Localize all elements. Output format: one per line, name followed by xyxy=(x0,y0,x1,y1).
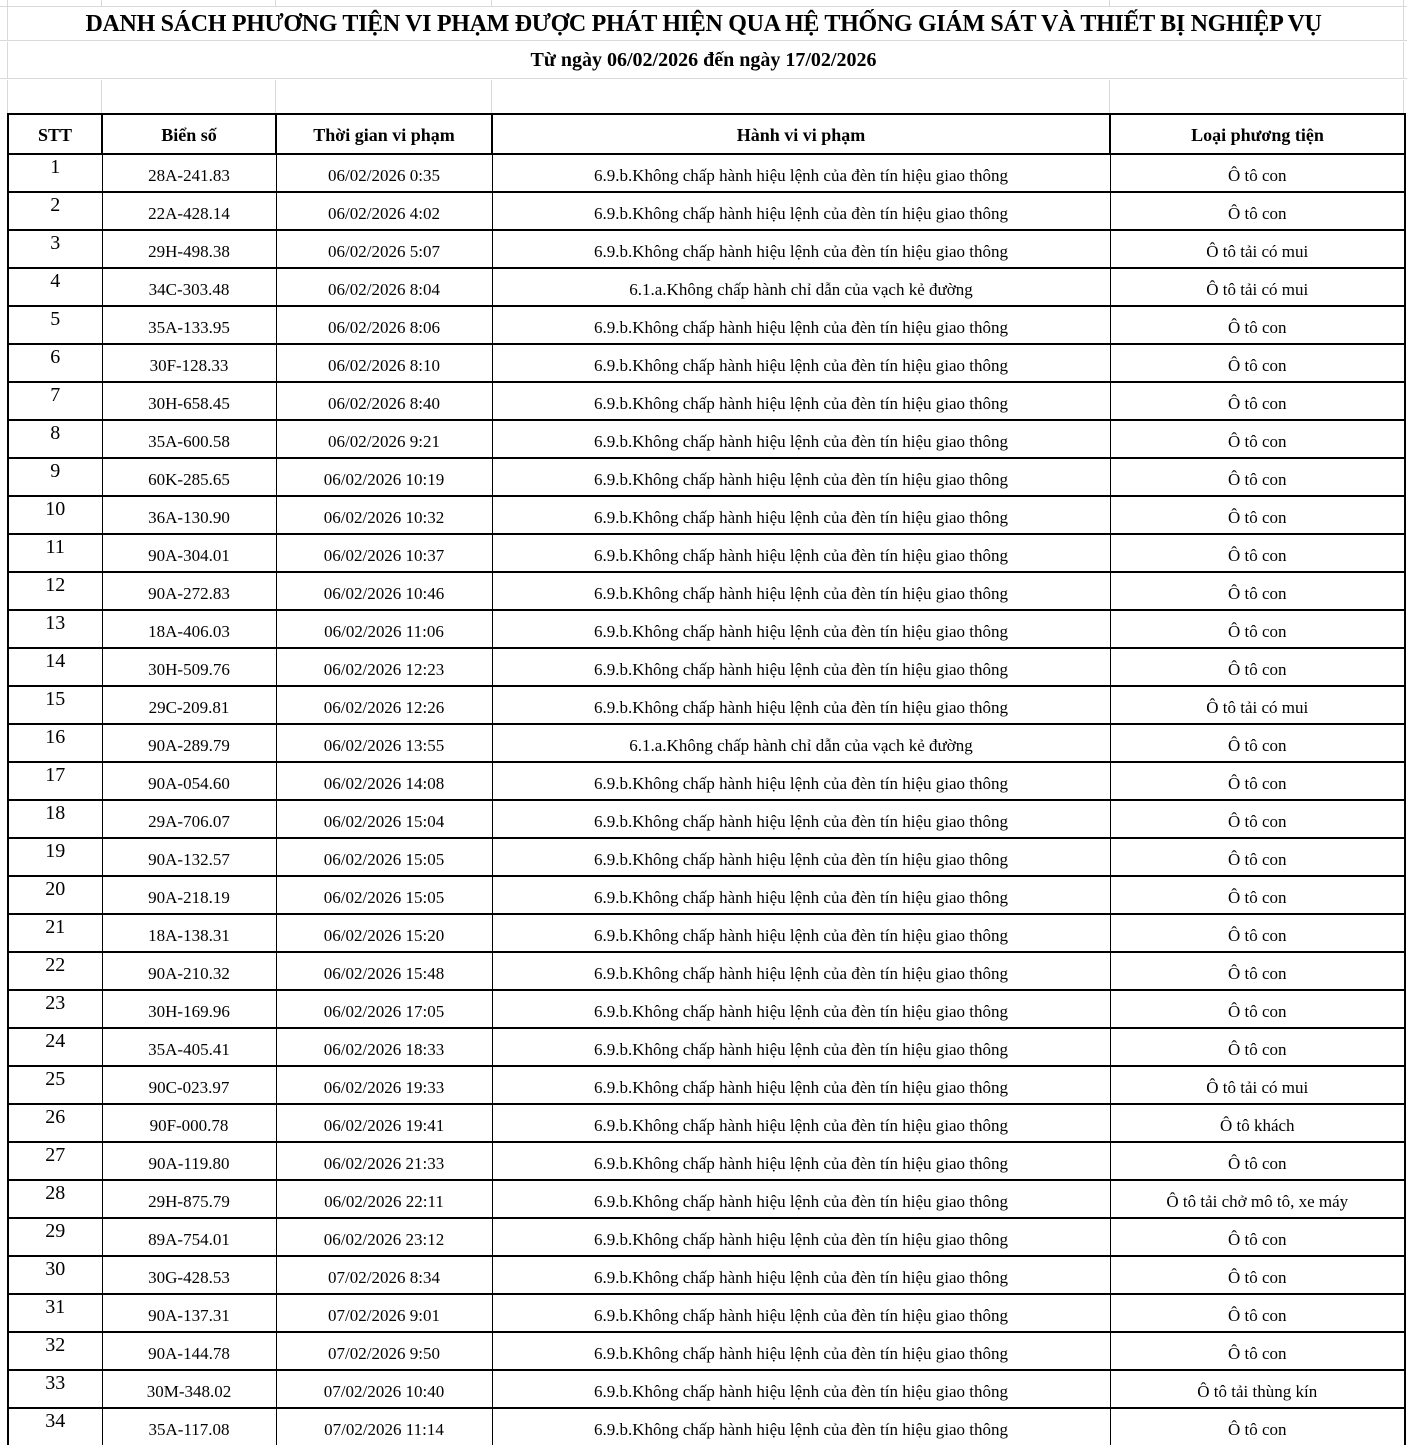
table-row xyxy=(8,1104,1405,1142)
time-cell: 06/02/2026 9:21 xyxy=(276,420,492,458)
gridline xyxy=(275,0,276,6)
table-row xyxy=(8,1294,1405,1332)
header-stt: STT xyxy=(8,114,102,154)
header-violation: Hành vi vi phạm xyxy=(492,114,1110,154)
blank-row xyxy=(0,80,1407,113)
time-cell: 07/02/2026 8:34 xyxy=(276,1256,492,1294)
plate-cell: 90A-144.78 xyxy=(102,1332,276,1370)
violation-cell: 6.9.b.Không chấp hành hiệu lệnh của đèn tín hiệu giao thông xyxy=(492,1370,1110,1408)
table-row xyxy=(8,762,1405,800)
plate-cell: 35A-133.95 xyxy=(102,306,276,344)
vehicle-type-cell: Ô tô con xyxy=(1110,192,1405,230)
table-row xyxy=(8,876,1405,914)
violation-cell: 6.9.b.Không chấp hành hiệu lệnh của đèn tín hiệu giao thông xyxy=(492,610,1110,648)
vehicle-type-cell: Ô tô con xyxy=(1110,800,1405,838)
violation-cell: 6.9.b.Không chấp hành hiệu lệnh của đèn tín hiệu giao thông xyxy=(492,1294,1110,1332)
table-row xyxy=(8,1066,1405,1104)
subtitle-band xyxy=(0,42,1407,79)
plate-cell: 60K-285.65 xyxy=(102,458,276,496)
plate-cell: 90C-023.97 xyxy=(102,1066,276,1104)
vehicle-type-cell: Ô tô con xyxy=(1110,458,1405,496)
table-row xyxy=(8,572,1405,610)
stt-cell: 17 xyxy=(8,762,102,800)
vehicle-type-cell: Ô tô con xyxy=(1110,382,1405,420)
violation-cell: 6.9.b.Không chấp hành hiệu lệnh của đèn tín hiệu giao thông xyxy=(492,1332,1110,1370)
stt-cell: 7 xyxy=(8,382,102,420)
stt-cell: 32 xyxy=(8,1332,102,1370)
time-cell: 06/02/2026 17:05 xyxy=(276,990,492,1028)
vehicle-type-cell: Ô tô tải có mui xyxy=(1110,1066,1405,1104)
violation-cell: 6.9.b.Không chấp hành hiệu lệnh của đèn tín hiệu giao thông xyxy=(492,572,1110,610)
stt-cell: 20 xyxy=(8,876,102,914)
title-band xyxy=(0,7,1407,41)
plate-cell: 18A-406.03 xyxy=(102,610,276,648)
time-cell: 06/02/2026 8:04 xyxy=(276,268,492,306)
time-cell: 06/02/2026 22:11 xyxy=(276,1180,492,1218)
vehicle-type-cell: Ô tô con xyxy=(1110,154,1405,192)
header-vehicle-type: Loại phương tiện xyxy=(1110,114,1405,154)
vehicle-type-cell: Ô tô con xyxy=(1110,420,1405,458)
stt-cell: 4 xyxy=(8,268,102,306)
violation-cell: 6.9.b.Không chấp hành hiệu lệnh của đèn tín hiệu giao thông xyxy=(492,876,1110,914)
violation-cell: 6.9.b.Không chấp hành hiệu lệnh của đèn tín hiệu giao thông xyxy=(492,1256,1110,1294)
time-cell: 06/02/2026 10:37 xyxy=(276,534,492,572)
stt-cell: 2 xyxy=(8,192,102,230)
time-cell: 06/02/2026 5:07 xyxy=(276,230,492,268)
stt-cell: 25 xyxy=(8,1066,102,1104)
vehicle-type-cell: Ô tô con xyxy=(1110,990,1405,1028)
gridline xyxy=(7,7,8,40)
gridline-strip-top xyxy=(0,0,1407,7)
gridline xyxy=(1403,7,1404,40)
gridline xyxy=(1403,42,1404,78)
time-cell: 06/02/2026 13:55 xyxy=(276,724,492,762)
time-cell: 06/02/2026 10:32 xyxy=(276,496,492,534)
stt-cell: 18 xyxy=(8,800,102,838)
gridline xyxy=(1403,0,1404,6)
plate-cell: 30H-509.76 xyxy=(102,648,276,686)
time-cell: 06/02/2026 12:26 xyxy=(276,686,492,724)
plate-cell: 90A-210.32 xyxy=(102,952,276,990)
plate-cell: 30M-348.02 xyxy=(102,1370,276,1408)
time-cell: 06/02/2026 15:20 xyxy=(276,914,492,952)
stt-cell: 28 xyxy=(8,1180,102,1218)
vehicle-type-cell: Ô tô con xyxy=(1110,952,1405,990)
stt-cell: 33 xyxy=(8,1370,102,1408)
stt-cell: 6 xyxy=(8,344,102,382)
violation-cell: 6.9.b.Không chấp hành hiệu lệnh của đèn tín hiệu giao thông xyxy=(492,534,1110,572)
table-row xyxy=(8,306,1405,344)
plate-cell: 30F-128.33 xyxy=(102,344,276,382)
violation-cell: 6.9.b.Không chấp hành hiệu lệnh của đèn tín hiệu giao thông xyxy=(492,762,1110,800)
table-row xyxy=(8,192,1405,230)
violation-cell: 6.9.b.Không chấp hành hiệu lệnh của đèn tín hiệu giao thông xyxy=(492,990,1110,1028)
vehicle-type-cell: Ô tô con xyxy=(1110,1142,1405,1180)
violation-cell: 6.9.b.Không chấp hành hiệu lệnh của đèn tín hiệu giao thông xyxy=(492,1180,1110,1218)
vehicle-type-cell: Ô tô tải có mui xyxy=(1110,686,1405,724)
time-cell: 06/02/2026 19:33 xyxy=(276,1066,492,1104)
time-cell: 06/02/2026 15:04 xyxy=(276,800,492,838)
vehicle-type-cell: Ô tô con xyxy=(1110,762,1405,800)
table-row xyxy=(8,838,1405,876)
table-row xyxy=(8,1142,1405,1180)
violations-table xyxy=(7,113,1406,1445)
violation-cell: 6.9.b.Không chấp hành hiệu lệnh của đèn tín hiệu giao thông xyxy=(492,344,1110,382)
plate-cell: 29A-706.07 xyxy=(102,800,276,838)
table-row xyxy=(8,534,1405,572)
vehicle-type-cell: Ô tô con xyxy=(1110,876,1405,914)
table-row xyxy=(8,1180,1405,1218)
vehicle-type-cell: Ô tô con xyxy=(1110,1332,1405,1370)
vehicle-type-cell: Ô tô con xyxy=(1110,1028,1405,1066)
table-row xyxy=(8,686,1405,724)
stt-cell: 24 xyxy=(8,1028,102,1066)
stt-cell: 15 xyxy=(8,686,102,724)
time-cell: 06/02/2026 8:40 xyxy=(276,382,492,420)
plate-cell: 90A-218.19 xyxy=(102,876,276,914)
vehicle-type-cell: Ô tô con xyxy=(1110,1408,1405,1445)
time-cell: 07/02/2026 10:40 xyxy=(276,1370,492,1408)
violation-cell: 6.9.b.Không chấp hành hiệu lệnh của đèn tín hiệu giao thông xyxy=(492,192,1110,230)
vehicle-type-cell: Ô tô con xyxy=(1110,1218,1405,1256)
time-cell: 06/02/2026 0:35 xyxy=(276,154,492,192)
page-title: DANH SÁCH PHƯƠNG TIỆN VI PHẠM ĐƯỢC PHÁT HIỆN QUA HỆ THỐNG GIÁM SÁT VÀ THIẾT BỊ NGHIỆP VỤ xyxy=(85,11,1322,37)
stt-cell: 22 xyxy=(8,952,102,990)
plate-cell: 29C-209.81 xyxy=(102,686,276,724)
violation-cell: 6.9.b.Không chấp hành hiệu lệnh của đèn tín hiệu giao thông xyxy=(492,1142,1110,1180)
plate-cell: 30H-658.45 xyxy=(102,382,276,420)
violation-cell: 6.9.b.Không chấp hành hiệu lệnh của đèn tín hiệu giao thông xyxy=(492,458,1110,496)
violation-cell: 6.9.b.Không chấp hành hiệu lệnh của đèn tín hiệu giao thông xyxy=(492,1218,1110,1256)
plate-cell: 90A-132.57 xyxy=(102,838,276,876)
stt-cell: 5 xyxy=(8,306,102,344)
plate-cell: 35A-117.08 xyxy=(102,1408,276,1445)
table-body xyxy=(8,154,1405,1445)
table-row xyxy=(8,1256,1405,1294)
vehicle-type-cell: Ô tô tải thùng kín xyxy=(1110,1370,1405,1408)
table-row xyxy=(8,1028,1405,1066)
violation-cell: 6.1.a.Không chấp hành chỉ dẫn của vạch kẻ đường xyxy=(492,724,1110,762)
plate-cell: 30H-169.96 xyxy=(102,990,276,1028)
gridline xyxy=(7,42,8,78)
vehicle-type-cell: Ô tô con xyxy=(1110,914,1405,952)
table-row xyxy=(8,914,1405,952)
header-time: Thời gian vi phạm xyxy=(276,114,492,154)
plate-cell: 90A-289.79 xyxy=(102,724,276,762)
violation-cell: 6.9.b.Không chấp hành hiệu lệnh của đèn tín hiệu giao thông xyxy=(492,648,1110,686)
table-row xyxy=(8,648,1405,686)
plate-cell: 35A-405.41 xyxy=(102,1028,276,1066)
time-cell: 06/02/2026 15:48 xyxy=(276,952,492,990)
time-cell: 06/02/2026 8:06 xyxy=(276,306,492,344)
violation-cell: 6.9.b.Không chấp hành hiệu lệnh của đèn tín hiệu giao thông xyxy=(492,154,1110,192)
plate-cell: 90A-054.60 xyxy=(102,762,276,800)
vehicle-type-cell: Ô tô khách xyxy=(1110,1104,1405,1142)
table-row xyxy=(8,154,1405,192)
gridline xyxy=(491,80,492,113)
gridline xyxy=(101,80,102,113)
table-row xyxy=(8,800,1405,838)
table-header xyxy=(8,114,1405,154)
stt-cell: 13 xyxy=(8,610,102,648)
plate-cell: 90A-272.83 xyxy=(102,572,276,610)
stt-cell: 11 xyxy=(8,534,102,572)
plate-cell: 29H-875.79 xyxy=(102,1180,276,1218)
table-row xyxy=(8,458,1405,496)
time-cell: 06/02/2026 19:41 xyxy=(276,1104,492,1142)
violation-cell: 6.9.b.Không chấp hành hiệu lệnh của đèn tín hiệu giao thông xyxy=(492,230,1110,268)
vehicle-type-cell: Ô tô con xyxy=(1110,648,1405,686)
plate-cell: 89A-754.01 xyxy=(102,1218,276,1256)
stt-cell: 23 xyxy=(8,990,102,1028)
time-cell: 06/02/2026 15:05 xyxy=(276,876,492,914)
violation-cell: 6.9.b.Không chấp hành hiệu lệnh của đèn tín hiệu giao thông xyxy=(492,1104,1110,1142)
vehicle-type-cell: Ô tô con xyxy=(1110,1256,1405,1294)
violation-cell: 6.9.b.Không chấp hành hiệu lệnh của đèn tín hiệu giao thông xyxy=(492,420,1110,458)
stt-cell: 14 xyxy=(8,648,102,686)
violation-cell: 6.9.b.Không chấp hành hiệu lệnh của đèn tín hiệu giao thông xyxy=(492,800,1110,838)
plate-cell: 30G-428.53 xyxy=(102,1256,276,1294)
date-range-subtitle: Từ ngày 06/02/2026 đến ngày 17/02/2026 xyxy=(530,49,877,71)
time-cell: 06/02/2026 12:23 xyxy=(276,648,492,686)
stt-cell: 12 xyxy=(8,572,102,610)
table-row xyxy=(8,610,1405,648)
stt-cell: 3 xyxy=(8,230,102,268)
time-cell: 07/02/2026 9:50 xyxy=(276,1332,492,1370)
table-row xyxy=(8,1408,1405,1445)
vehicle-type-cell: Ô tô con xyxy=(1110,344,1405,382)
plate-cell: 18A-138.31 xyxy=(102,914,276,952)
violation-cell: 6.9.b.Không chấp hành hiệu lệnh của đèn tín hiệu giao thông xyxy=(492,1408,1110,1445)
stt-cell: 16 xyxy=(8,724,102,762)
gridline xyxy=(1403,80,1404,113)
violation-cell: 6.9.b.Không chấp hành hiệu lệnh của đèn tín hiệu giao thông xyxy=(492,1028,1110,1066)
vehicle-type-cell: Ô tô con xyxy=(1110,610,1405,648)
gridline xyxy=(275,80,276,113)
stt-cell: 27 xyxy=(8,1142,102,1180)
vehicle-type-cell: Ô tô con xyxy=(1110,724,1405,762)
table-row xyxy=(8,1332,1405,1370)
time-cell: 06/02/2026 10:19 xyxy=(276,458,492,496)
table-row xyxy=(8,420,1405,458)
plate-cell: 36A-130.90 xyxy=(102,496,276,534)
plate-cell: 90A-304.01 xyxy=(102,534,276,572)
plate-cell: 29H-498.38 xyxy=(102,230,276,268)
vehicle-type-cell: Ô tô con xyxy=(1110,496,1405,534)
header-row xyxy=(8,114,1405,154)
plate-cell: 90F-000.78 xyxy=(102,1104,276,1142)
violation-cell: 6.9.b.Không chấp hành hiệu lệnh của đèn tín hiệu giao thông xyxy=(492,1066,1110,1104)
stt-cell: 19 xyxy=(8,838,102,876)
violation-cell: 6.9.b.Không chấp hành hiệu lệnh của đèn tín hiệu giao thông xyxy=(492,952,1110,990)
plate-cell: 35A-600.58 xyxy=(102,420,276,458)
table-row xyxy=(8,496,1405,534)
violation-cell: 6.9.b.Không chấp hành hiệu lệnh của đèn tín hiệu giao thông xyxy=(492,382,1110,420)
header-plate: Biển số xyxy=(102,114,276,154)
gridline xyxy=(7,80,8,113)
plate-cell: 22A-428.14 xyxy=(102,192,276,230)
time-cell: 06/02/2026 14:08 xyxy=(276,762,492,800)
stt-cell: 8 xyxy=(8,420,102,458)
violation-cell: 6.1.a.Không chấp hành chỉ dẫn của vạch kẻ đường xyxy=(492,268,1110,306)
time-cell: 06/02/2026 15:05 xyxy=(276,838,492,876)
vehicle-type-cell: Ô tô tải chở mô tô, xe máy xyxy=(1110,1180,1405,1218)
gridline xyxy=(491,0,492,6)
stt-cell: 21 xyxy=(8,914,102,952)
vehicle-type-cell: Ô tô con xyxy=(1110,838,1405,876)
time-cell: 07/02/2026 9:01 xyxy=(276,1294,492,1332)
plate-cell: 28A-241.83 xyxy=(102,154,276,192)
stt-cell: 31 xyxy=(8,1294,102,1332)
violation-cell: 6.9.b.Không chấp hành hiệu lệnh của đèn tín hiệu giao thông xyxy=(492,686,1110,724)
table-row xyxy=(8,382,1405,420)
table-row xyxy=(8,230,1405,268)
violation-cell: 6.9.b.Không chấp hành hiệu lệnh của đèn tín hiệu giao thông xyxy=(492,306,1110,344)
gridline xyxy=(7,0,8,6)
time-cell: 07/02/2026 11:14 xyxy=(276,1408,492,1445)
stt-cell: 10 xyxy=(8,496,102,534)
plate-cell: 90A-119.80 xyxy=(102,1142,276,1180)
vehicle-type-cell: Ô tô con xyxy=(1110,1294,1405,1332)
vehicle-type-cell: Ô tô tải có mui xyxy=(1110,230,1405,268)
time-cell: 06/02/2026 10:46 xyxy=(276,572,492,610)
table-row xyxy=(8,268,1405,306)
vehicle-type-cell: Ô tô con xyxy=(1110,534,1405,572)
gridline xyxy=(1109,80,1110,113)
table-row xyxy=(8,1218,1405,1256)
stt-cell: 1 xyxy=(8,154,102,192)
plate-cell: 34C-303.48 xyxy=(102,268,276,306)
vehicle-type-cell: Ô tô con xyxy=(1110,306,1405,344)
table-row xyxy=(8,952,1405,990)
time-cell: 06/02/2026 4:02 xyxy=(276,192,492,230)
time-cell: 06/02/2026 8:10 xyxy=(276,344,492,382)
gridline xyxy=(1109,0,1110,6)
stt-cell: 9 xyxy=(8,458,102,496)
stt-cell: 34 xyxy=(8,1408,102,1445)
table-row xyxy=(8,1370,1405,1408)
stt-cell: 30 xyxy=(8,1256,102,1294)
table-row xyxy=(8,724,1405,762)
gridline xyxy=(101,0,102,6)
time-cell: 06/02/2026 11:06 xyxy=(276,610,492,648)
violation-cell: 6.9.b.Không chấp hành hiệu lệnh của đèn tín hiệu giao thông xyxy=(492,914,1110,952)
violation-cell: 6.9.b.Không chấp hành hiệu lệnh của đèn tín hiệu giao thông xyxy=(492,496,1110,534)
time-cell: 06/02/2026 21:33 xyxy=(276,1142,492,1180)
stt-cell: 26 xyxy=(8,1104,102,1142)
plate-cell: 90A-137.31 xyxy=(102,1294,276,1332)
table-row xyxy=(8,344,1405,382)
table-row xyxy=(8,990,1405,1028)
violation-cell: 6.9.b.Không chấp hành hiệu lệnh của đèn tín hiệu giao thông xyxy=(492,838,1110,876)
time-cell: 06/02/2026 18:33 xyxy=(276,1028,492,1066)
vehicle-type-cell: Ô tô con xyxy=(1110,572,1405,610)
vehicle-type-cell: Ô tô tải có mui xyxy=(1110,268,1405,306)
stt-cell: 29 xyxy=(8,1218,102,1256)
time-cell: 06/02/2026 23:12 xyxy=(276,1218,492,1256)
